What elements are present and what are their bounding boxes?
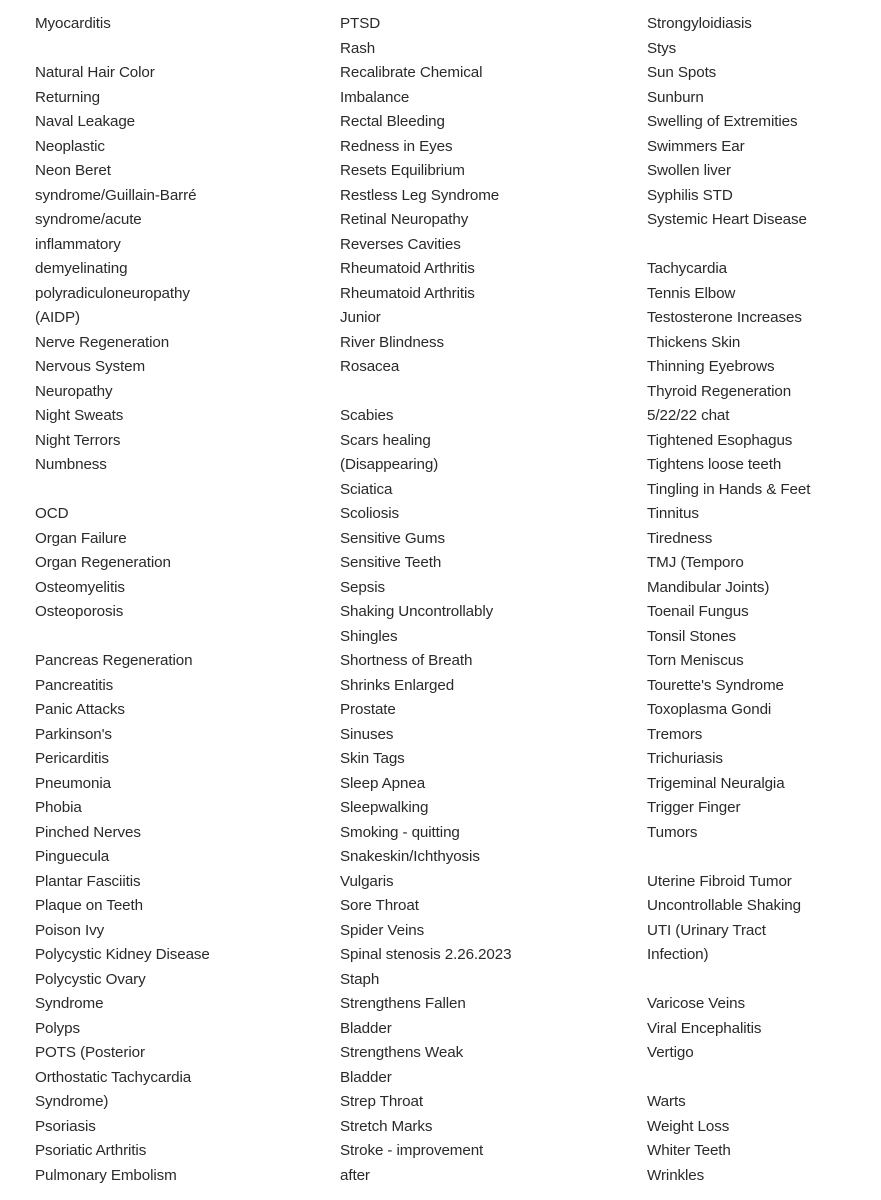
list-item: Orthostatic Tachycardia [35,1068,192,1086]
list-item: Trichuriasis [647,750,723,767]
list-item: Sleep Apnea [340,774,426,792]
list-item: Pinched Nerves [35,823,141,841]
list-item: Bladder [340,1068,392,1086]
blank-line [647,1066,877,1091]
list-item: Tachycardia [647,260,727,277]
list-item: Strep Throat [340,1093,423,1110]
list-item: Plaque on Teeth [35,897,143,914]
list-item: UTI (Urinary Tract [647,921,766,939]
list-item: Viral Encephalitis [647,1019,762,1037]
list-item: syndrome/Guillain-Barré [35,186,197,204]
list-item: Night Terrors [35,431,121,449]
list-item: syndrome/acute [35,211,142,228]
list-item: Neon Beret [35,162,111,179]
list-item: Strongyloidiasis [647,15,752,32]
list-item: POTS (Posterior [35,1044,145,1061]
list-item: Varicose Veins [647,995,745,1012]
list-item: (Disappearing) [340,456,439,473]
list-item: Resets Equilibrium [340,162,465,179]
list-item: (AIDP) [35,309,80,326]
list-item: Syphilis STD [647,186,733,204]
list-item: Nerve Regeneration [35,333,170,351]
list-item: Vertigo [647,1044,694,1061]
list-item: Swimmers Ear [647,137,745,155]
list-item: demyelinating [35,260,128,277]
list-item: Nervous System [35,358,146,375]
list-item: Thickens Skin [647,333,741,351]
list-item: Tiredness [647,529,713,547]
list-item: 5/22/22 chat [647,407,730,424]
list-item: polyradiculoneuropathy [35,284,190,302]
list-item: Toenail Fungus [647,603,749,620]
list-item: Polyps [35,1019,80,1037]
list-item: Pancreatitis [35,676,114,694]
list-item: Strengthens Weak [340,1044,464,1061]
list-item: Syndrome) [35,1093,109,1110]
list-item: Warts [647,1093,686,1110]
list-item: Whiter Teeth [647,1142,731,1159]
list-item: Infection) [647,946,709,963]
list-item: Organ Regeneration [35,554,171,571]
list-item: Redness in Eyes [340,137,453,155]
list-item: Scars healing [340,431,431,449]
blank-line [340,380,635,405]
list-item: Testosterone Increases [647,309,802,326]
blank-line [35,37,325,62]
list-item: Plantar Fasciitis [35,872,141,890]
list-item: Sinuses [340,725,394,743]
list-item: Vulgaris [340,872,394,890]
list-item: Junior [340,309,381,326]
list-item: Pancreas Regeneration [35,652,193,669]
list-item: Sensitive Gums [340,529,445,547]
list-item: Numbness [35,456,107,473]
list-item: OCD [35,505,69,522]
list-item: Organ Failure [35,529,127,547]
blank-line [647,233,877,258]
list-item: River Blindness [340,333,445,351]
list-item: Polycystic Ovary [35,970,146,988]
list-item: Pulmonary Embolism [35,1166,177,1184]
list-item: Rash [340,39,376,57]
list-item: Neuropathy [35,382,113,400]
list-item: Osteoporosis [35,603,124,620]
list-item: Polycystic Kidney Disease [35,946,210,963]
blank-line [647,968,877,993]
list-item: Thinning Eyebrows [647,358,775,375]
column-1 [35,12,325,1188]
column-2 [340,12,635,1188]
list-item: Sepsis [340,578,385,596]
column-3 [647,12,877,1188]
list-item: Snakeskin/Ichthyosis [340,848,480,865]
list-item: PTSD [340,15,381,32]
list-item: Retinal Neuropathy [340,211,469,228]
list-item: Tonsil Stones [647,627,737,645]
list-item: Recalibrate Chemical [340,64,483,81]
list-item: Panic Attacks [35,701,125,718]
list-item: Pneumonia [35,774,111,792]
list-item: Toxoplasma Gondi [647,701,772,718]
list-item: inflammatory [35,235,121,253]
list-item: Psoriasis [35,1117,96,1135]
list-item: Staph [340,970,380,988]
list-item: Tourette's Syndrome [647,676,784,694]
list-item: Parkinson's [35,725,112,743]
list-item: Stroke - improvement [340,1142,484,1159]
list-item: Returning [35,88,100,106]
list-item: Smoking - quitting [340,823,460,841]
list-item: Swollen liver [647,162,731,179]
blank-line [35,625,325,650]
list-item: Uncontrollable Shaking [647,897,801,914]
list-item: Neoplastic [35,137,105,155]
list-item: Thyroid Regeneration [647,382,792,400]
list-item: Shrinks Enlarged [340,676,455,694]
list-item: Trigger Finger [647,799,741,816]
list-item: Osteomyelitis [35,578,125,596]
list-item: Night Sweats [35,407,124,424]
list-item: Prostate [340,701,396,718]
list-item: Rectal Bleeding [340,113,445,130]
list-item: Tingling in Hands & Feet [647,480,811,498]
blank-line [35,478,325,503]
list-item: Uterine Fibroid Tumor [647,872,792,890]
list-item: Pericarditis [35,750,109,767]
list-item: Scabies [340,407,394,424]
list-item: Wrinkles [647,1166,705,1184]
list-item: Rheumatoid Arthritis [340,284,475,302]
list-item: Shingles [340,627,398,645]
list-item: Torn Meniscus [647,652,744,669]
list-item: Stretch Marks [340,1117,433,1135]
list-item: TMJ (Temporo [647,554,744,571]
list-item: Stys [647,39,677,57]
list-item: Pinguecula [35,848,110,865]
list-item: after [340,1166,370,1184]
list-item: Swelling of Extremities [647,113,798,130]
list-item: Strengthens Fallen [340,995,466,1012]
list-item: Shaking Uncontrollably [340,603,494,620]
list-item: Spinal stenosis 2.26.2023 [340,946,512,963]
list-item: Spider Veins [340,921,425,939]
list-item: Restless Leg Syndrome [340,186,500,204]
list-item: Sciatica [340,480,393,498]
list-item: Myocarditis [35,15,111,32]
list-item: Sleepwalking [340,799,429,816]
list-item: Mandibular Joints) [647,578,770,596]
list-item: Tightened Esophagus [647,431,793,449]
list-item: Rosacea [340,358,400,375]
list-item: Phobia [35,799,82,816]
list-item: Trigeminal Neuralgia [647,774,785,792]
blank-line [647,845,877,870]
list-item: Tennis Elbow [647,284,736,302]
list-item: Poison Ivy [35,921,105,939]
list-item: Tumors [647,823,698,841]
list-item: Shortness of Breath [340,652,473,669]
list-item: Bladder [340,1019,392,1037]
list-item: Tightens loose teeth [647,456,782,473]
list-item: Scoliosis [340,505,400,522]
list-item: Naval Leakage [35,113,136,130]
list-item: Sensitive Teeth [340,554,442,571]
list-item: Rheumatoid Arthritis [340,260,475,277]
list-item: Sunburn [647,88,704,106]
list-item: Reverses Cavities [340,235,461,253]
list-item: Sore Throat [340,897,419,914]
list-item: Systemic Heart Disease [647,211,807,228]
list-item: Imbalance [340,88,410,106]
list-item: Sun Spots [647,64,717,81]
list-item: Weight Loss [647,1117,730,1135]
list-item: Natural Hair Color [35,64,155,81]
list-item: Skin Tags [340,750,405,767]
list-item: Psoriatic Arthritis [35,1142,147,1159]
list-item: Tinnitus [647,505,699,522]
list-item: Syndrome [35,995,104,1012]
list-item: Tremors [647,725,703,743]
